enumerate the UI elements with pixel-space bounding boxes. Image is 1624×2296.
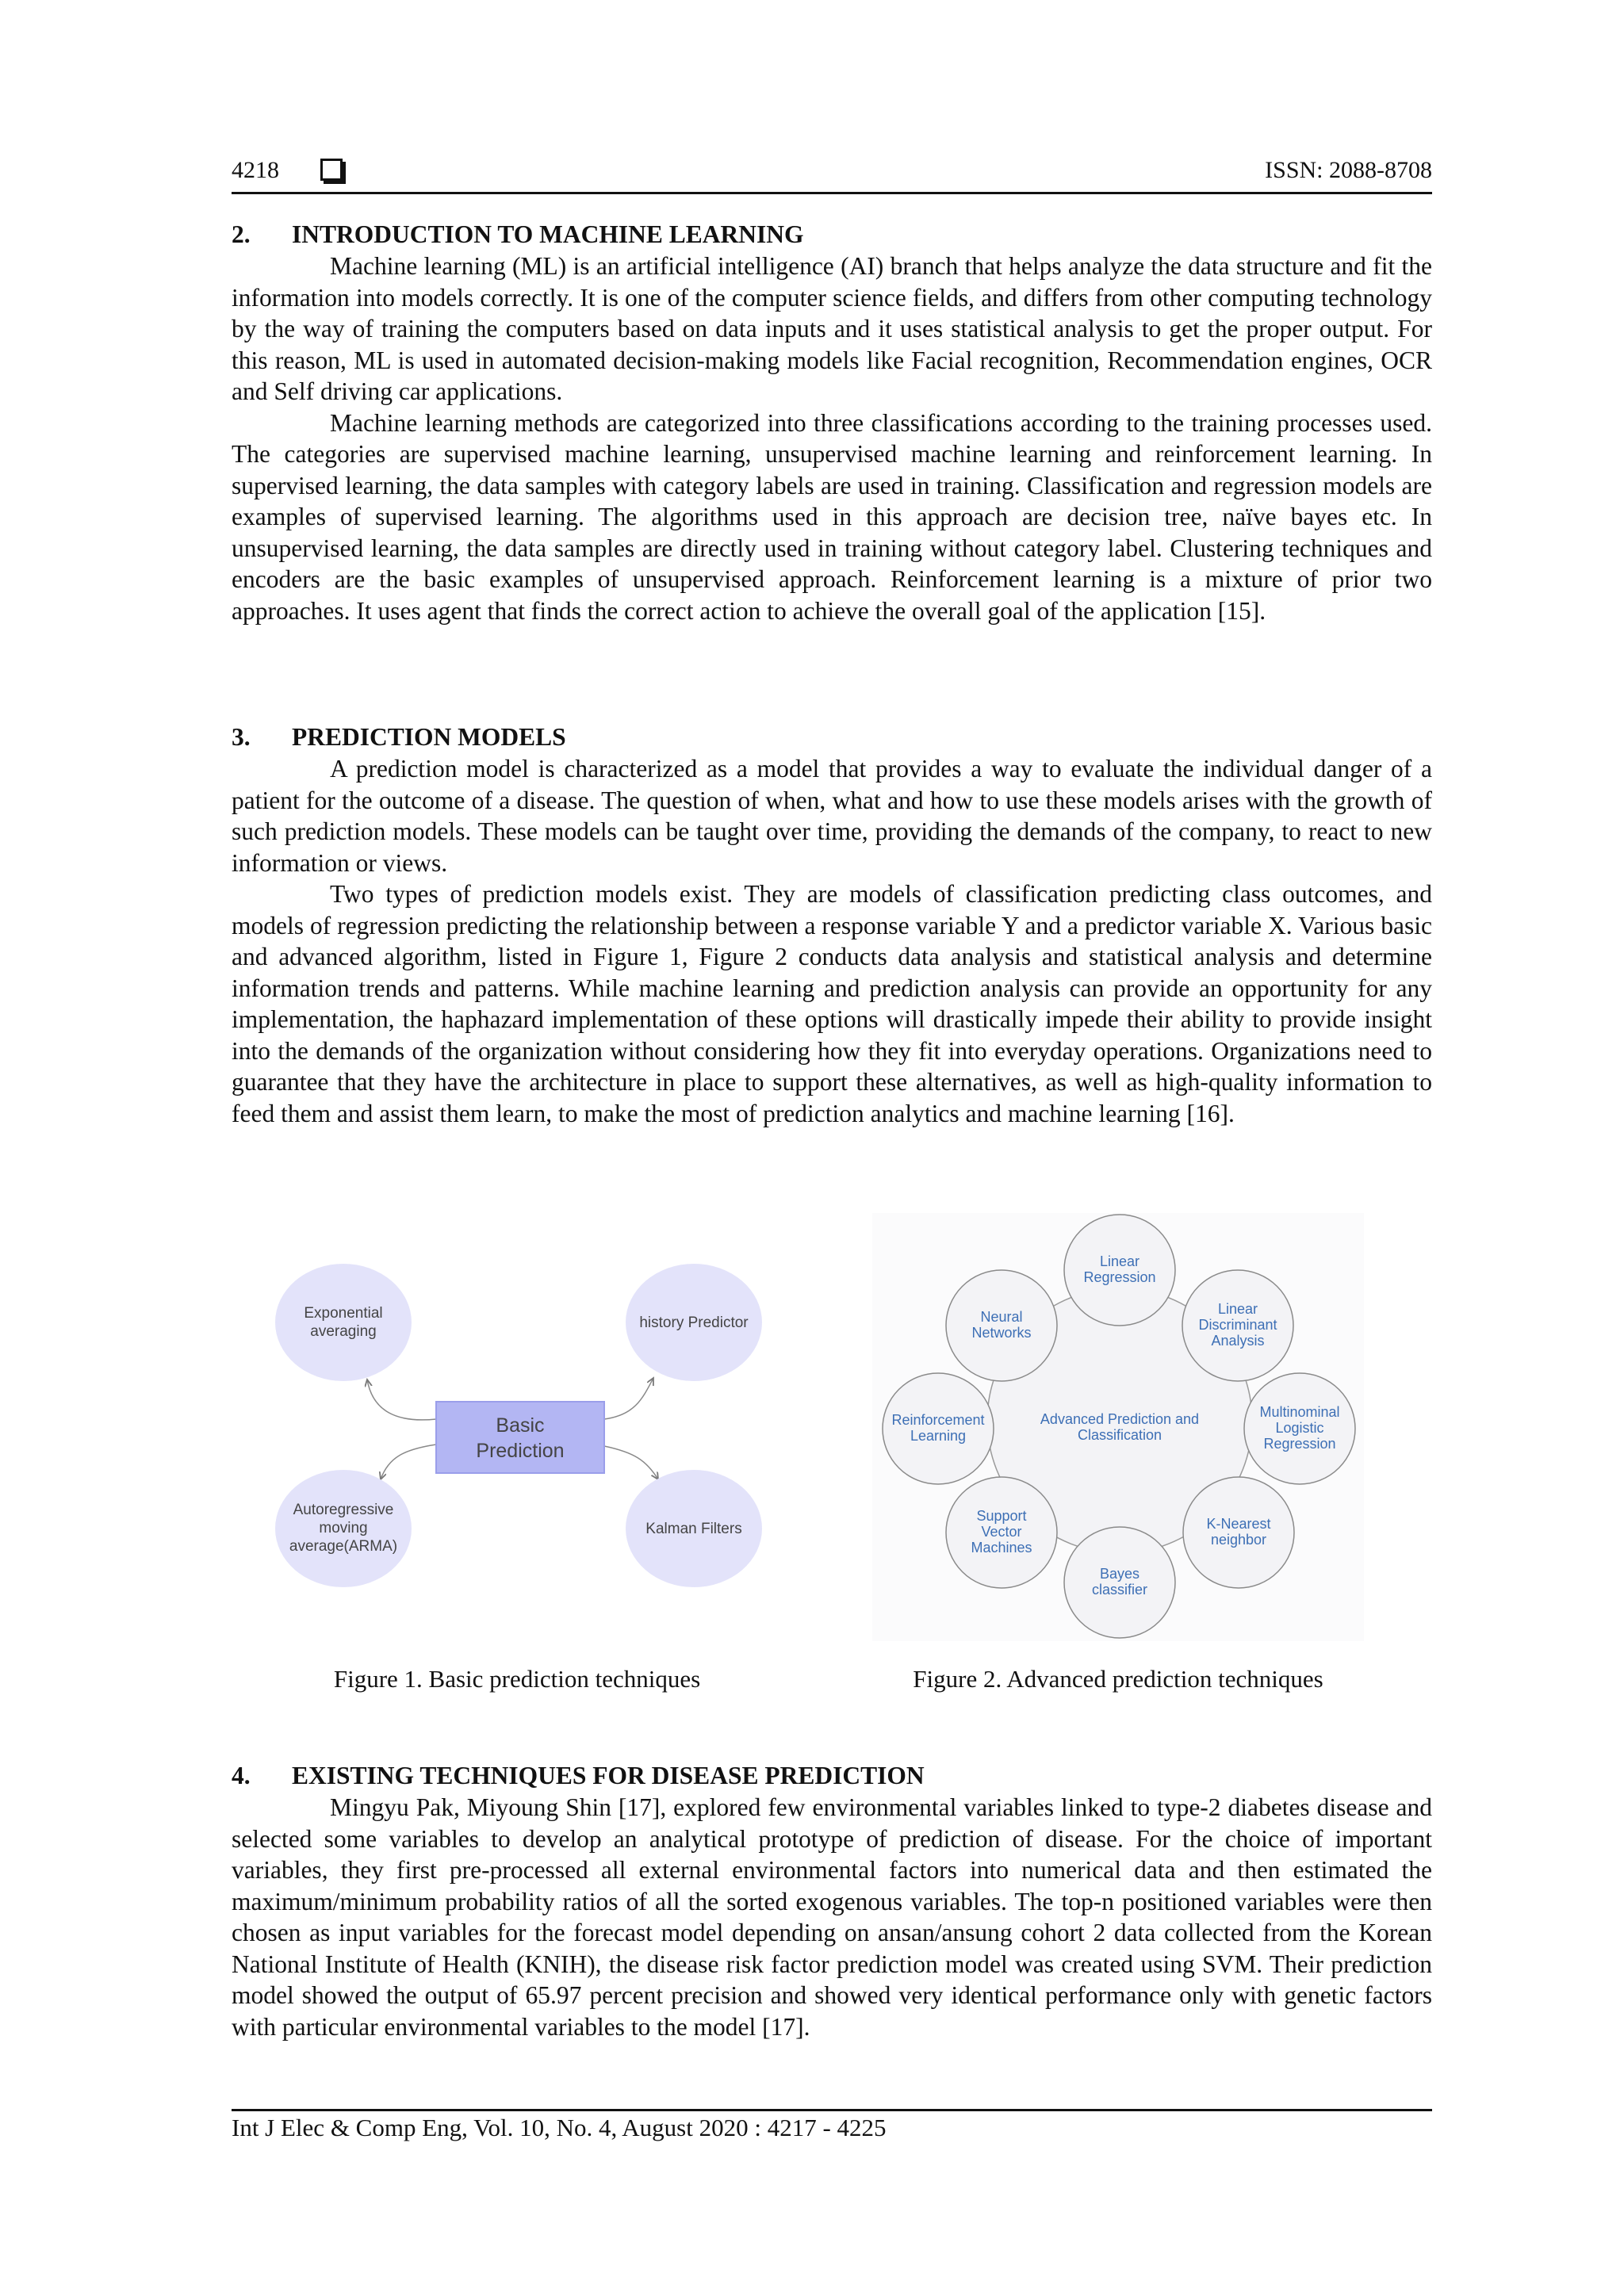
- node-label-line: Networks: [971, 1325, 1032, 1341]
- node-reinforcement-learning: [883, 1373, 994, 1484]
- node-label-line: Reinforcement: [891, 1412, 985, 1428]
- section-number: 2.: [232, 220, 251, 248]
- paragraph: Machine learning (ML) is an artificial intelligence (AI) branch that helps analyze the data structure and fit the information into models correctly. It is one of the computer science fields, and differs from other computing technology by the way of training the computers based on data inputs and it uses statistical analysis to get the proper output. For this reason, ML is used in automated decision-making models like Facial recognition, Recommendation engines, OCR and Self driving car applications.: [232, 252, 1432, 405]
- figure-2-caption: Figure 2. Advanced prediction techniques: [913, 1665, 1323, 1693]
- section-4-heading: [232, 1760, 1432, 1792]
- section-3-heading: [232, 721, 1432, 753]
- node-lda: [1182, 1270, 1293, 1381]
- node-label-line: classifier: [1091, 1582, 1148, 1598]
- figure-1: [262, 1245, 801, 1609]
- node-label-line: Logistic: [1275, 1420, 1324, 1436]
- center-label-line: Classification: [1077, 1427, 1162, 1443]
- section-3: [232, 721, 1432, 1129]
- connector: [604, 1378, 653, 1419]
- figure-2: [872, 1213, 1364, 1641]
- node-multinominal-logistic: [1244, 1373, 1355, 1484]
- connector: [604, 1446, 658, 1479]
- section-title: INTRODUCTION TO MACHINE LEARNING: [292, 220, 804, 248]
- paragraph: Two types of prediction models exist. They are models of classification predicting class outcomes, and models of regression predicting the relationship between a response variable Y and a predictor variable X. Various basic and advanced algorithm, listed in Figure 1, Figure 2 conducts data analysis and statistical analysis and determine information trends and patterns. While machine learning and prediction analysis can provide an opportunity for any implementation, the haphazard implementation of these options will drastically impede their ability to provide insight into the demands of the organization without considering how they fit into everyday operations. Organizations need to guarantee that they have the architecture in place to support these alternatives, as well as high-quality information to feed them and assist them learn, to make the most of prediction analytics and machine learning [16].: [232, 880, 1432, 1127]
- node-arma: [275, 1470, 412, 1587]
- node-basic-prediction: [436, 1402, 604, 1473]
- node-label-line: Vector: [981, 1524, 1022, 1540]
- node-label-line: Neural: [980, 1309, 1023, 1325]
- node-svm: [946, 1477, 1057, 1588]
- paragraph: Machine learning methods are categorized into three classifications according to the training processes used. The categories are supervised machine learning, unsupervised machine learning and reinforcement learning. In supervised learning, the data samples with category labels are used in training. Classification and regression models are examples of supervised learning. The algorithms used in this approach are decision tree, naïve bayes etc. In unsupervised learning, the data samples are directly used in training without category label. Clustering techniques and encoders are the basic examples of unsupervised approach. Reinforcement learning is a mixture of prior two approaches. It uses agent that finds the correct action to achieve the overall goal of the application [15].: [232, 408, 1432, 625]
- node-label-line: averaging: [310, 1323, 377, 1340]
- node-bayes-classifier: [1064, 1527, 1175, 1638]
- section-number: 4.: [232, 1762, 251, 1789]
- node-label-line: Learning: [910, 1428, 967, 1444]
- node-label-line: Regression: [1083, 1269, 1156, 1285]
- node-label-line: Support: [976, 1508, 1027, 1524]
- center-label-line: Basic: [496, 1414, 545, 1437]
- node-label-line: Regression: [1263, 1436, 1336, 1452]
- node-label-line: Discriminant: [1198, 1317, 1277, 1333]
- paragraph: Mingyu Pak, Miyoung Shin [17], explored few environmental variables linked to type-2 diabetes disease and selected some variables to develop an analytical prototype of prediction of disease. For the choice of important variables, they first pre-processed all external environmental factors into numerical data and then estimated the maximum/minimum probability ratios of all the sorted exogenous variables. The top-n positioned variables were then chosen as input variables for the forecast model depending on ansan/ansung cohort 2 data collected from the Korean National Institute of Health (KNIH), the disease risk factor prediction model was created using SVM. Their prediction model showed the output of 65.97 percent precision and showed very identical performance only with genetic factors with particular environmental variables to the model [17].: [232, 1793, 1432, 2041]
- node-label-line: K-Nearest: [1206, 1516, 1271, 1532]
- node-history-predictor: [626, 1264, 762, 1381]
- paragraph: A prediction model is characterized as a model that provides a way to evaluate the individual danger of a patient for the outcome of a disease. The question of when, what and how to use these models arises with the growth of such prediction models. These models can be taught over time, providing the demands of the company, to react to new information or views.: [232, 755, 1432, 877]
- node-label-line: history Predictor: [639, 1314, 749, 1331]
- section-2: [232, 219, 1432, 626]
- figure-1-caption: Figure 1. Basic prediction techniques: [333, 1665, 701, 1693]
- node-label-line: Kalman Filters: [645, 1521, 742, 1537]
- header-rule: [232, 192, 1432, 194]
- node-kalman-filters: [626, 1470, 762, 1587]
- node-label-line: Analysis: [1211, 1333, 1265, 1349]
- issn: ISSN: 2088-8708: [1265, 157, 1432, 183]
- node-neural-networks: [946, 1270, 1057, 1381]
- section-2-heading: [232, 219, 1432, 251]
- section-title: EXISTING TECHNIQUES FOR DISEASE PREDICTION: [292, 1762, 925, 1789]
- connector: [367, 1380, 436, 1420]
- node-label-line: Autoregressive: [293, 1502, 394, 1518]
- node-label-line: Machines: [971, 1540, 1032, 1556]
- footer-citation: Int J Elec & Comp Eng, Vol. 10, No. 4, August 2020 : 4217 - 4225: [232, 2114, 887, 2141]
- footer-rule: [232, 2109, 1432, 2111]
- page-number: 4218: [232, 157, 279, 183]
- node-label-line: Linear: [1217, 1301, 1258, 1317]
- node-label-line: Linear: [1099, 1253, 1140, 1269]
- node-label-line: neighbor: [1210, 1532, 1267, 1548]
- section-title: PREDICTION MODELS: [292, 723, 566, 751]
- node-label-line: average(ARMA): [289, 1538, 398, 1555]
- node-label-line: Exponential: [304, 1305, 383, 1322]
- connector: [381, 1445, 436, 1479]
- section-number: 3.: [232, 723, 251, 751]
- center-label-line: Advanced Prediction and: [1040, 1411, 1200, 1427]
- node-knn: [1183, 1477, 1294, 1588]
- node-label-line: moving: [319, 1520, 368, 1536]
- node-label-line: Multinominal: [1259, 1404, 1340, 1420]
- section-4: [232, 1760, 1432, 2042]
- center-label-line: Prediction: [476, 1440, 565, 1462]
- node-exponential-averaging: [275, 1264, 412, 1381]
- node-label-line: Bayes: [1099, 1566, 1140, 1582]
- page-header: [232, 152, 1432, 190]
- box-icon: [320, 159, 343, 181]
- node-linear-regression: [1064, 1215, 1175, 1326]
